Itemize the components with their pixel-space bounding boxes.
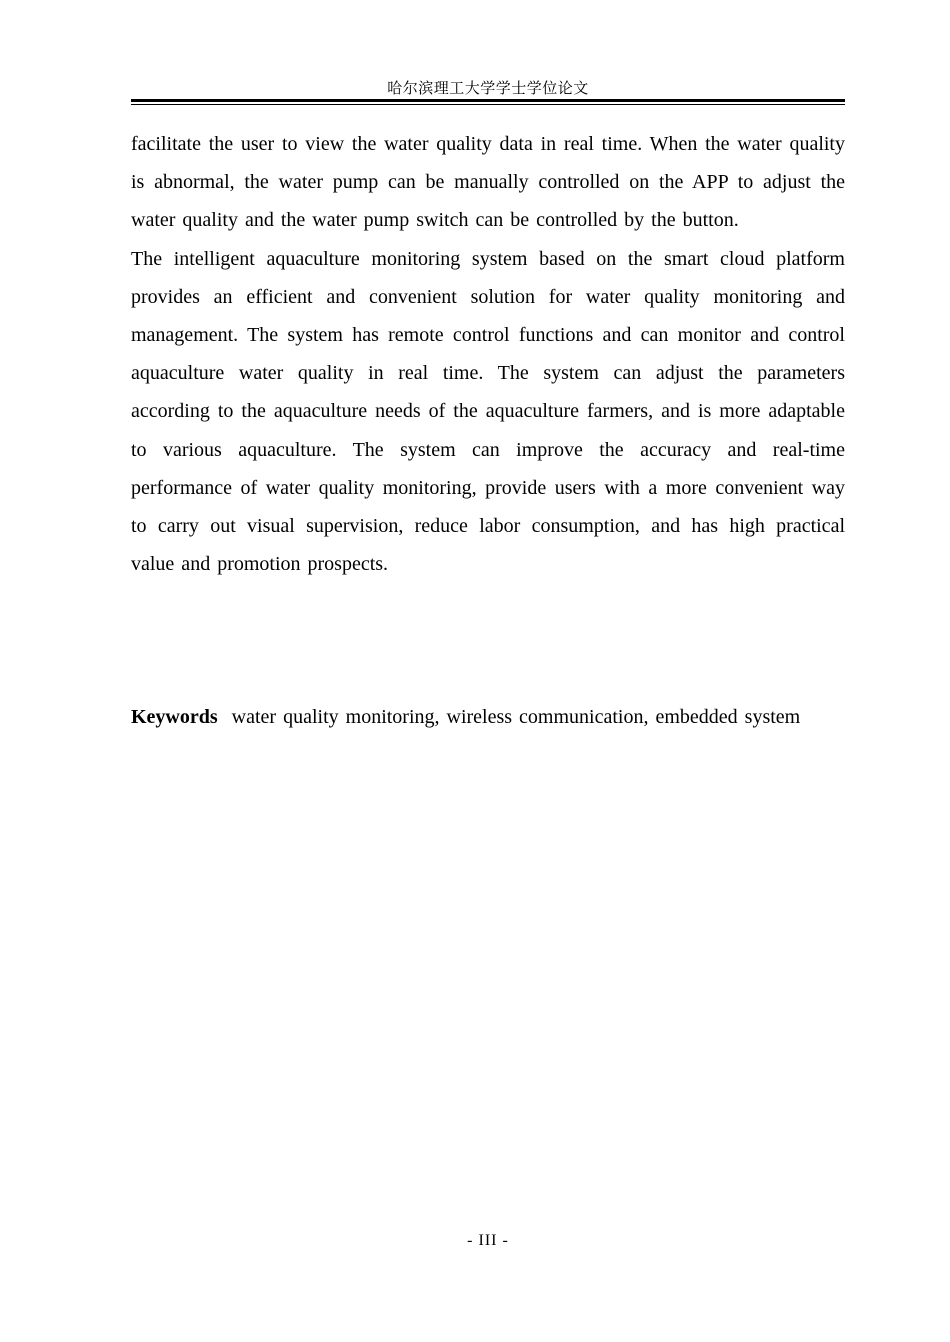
- header-rule-thin: [131, 104, 845, 105]
- header-rule-thick: [131, 99, 845, 102]
- page-number: - III -: [467, 1232, 509, 1249]
- running-header: 哈尔滨理工大学学士学位论文: [387, 79, 589, 97]
- keywords-label: Keywords: [131, 706, 218, 728]
- abstract-paragraph-2: The intelligent aquaculture monitoring system based on the smart cloud platform provides an efficient and convenient solution for water quality monitoring and management. The system has remote control functions and can monitor and control aquaculture water quality in real time. The system can adjust the parameters according to the aquaculture needs of the aquaculture farmers, and is more adaptable to various aquaculture. The system can improve the accuracy and real-time performance of water quality monitoring, provide users with a more convenient way to carry out visual supervision, reduce labor consumption, and has high practical value and promotion prospects.: [131, 247, 845, 576]
- abstract-paragraph-1: facilitate the user to view the water quality data in real time. When the water quality is abnormal, the water pump can be manually controlled on the APP to adjust the water quality and the water pump switch can be controlled by the button.: [131, 133, 845, 232]
- abstract-body: [131, 125, 845, 583]
- keywords-text: water quality monitoring, wireless communication, embedded system: [231, 706, 801, 728]
- keywords-line: [131, 698, 845, 736]
